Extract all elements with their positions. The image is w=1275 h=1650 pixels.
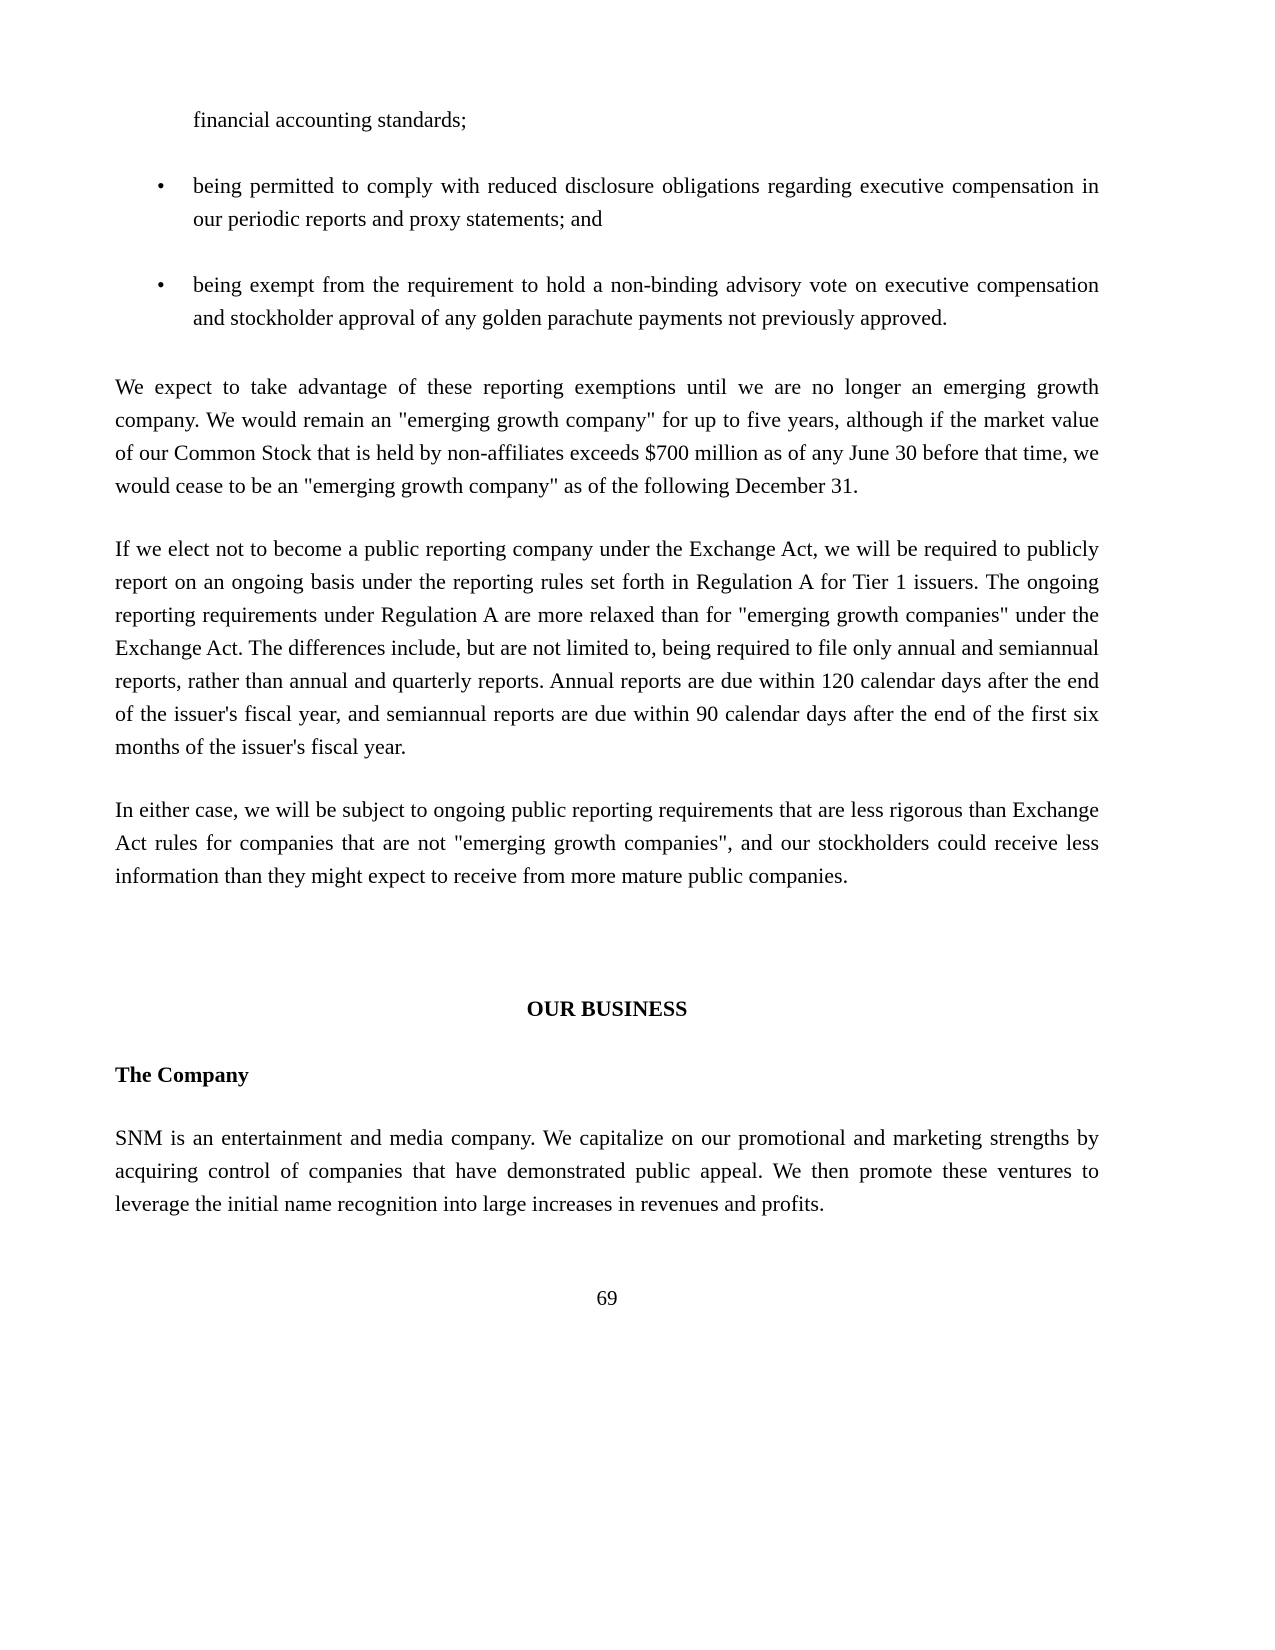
section-heading-our-business: OUR BUSINESS (526, 996, 688, 1021)
list-item (157, 268, 1099, 334)
bullet-icon: • (157, 173, 165, 198)
paragraph-reporting-exemptions: We expect to take advantage of these reporting exemptions until we are no longer an emerging growth company. We would remain an "emerging growth company" for up to five years, although if the market value of our Common Stock that is held by non-affiliates exceeds $700 million as of any June 30 before that time, we would cease to be an "emerging growth company" as of the following December 31. (115, 374, 1099, 498)
bullet-list (115, 169, 1099, 334)
bullet-icon: • (157, 272, 165, 297)
bullet-item-text: being exempt from the requirement to hold a non-binding advisory vote on executive compensation and stockholder approval of any golden parachute payments not previously approved. (193, 272, 1099, 330)
subsection-heading-the-company: The Company (115, 1062, 249, 1087)
bullet-continuation-line: financial accounting standards; (193, 107, 467, 132)
paragraph-company-intro: SNM is an entertainment and media company. We capitalize on our promotional and marketing strengths by acquiring control of companies that have demonstrated public appeal. We then promote these ventures to leverage the initial name recognition into large increases in revenues and profits. (115, 1125, 1099, 1216)
list-item (157, 169, 1099, 235)
bullet-item-text: being permitted to comply with reduced disclosure obligations regarding executive compensation in our periodic reports and proxy statements; and (193, 173, 1099, 231)
paragraph-regulation-a: If we elect not to become a public reporting company under the Exchange Act, we will be required to publicly report on an ongoing basis under the reporting rules set forth in Regulation A for Tier 1 issuers. The ongoing reporting requirements under Regulation A are more relaxed than for "emerging growth companies" under the Exchange Act. The differences include, but are not limited to, being required to file only annual and semiannual reports, rather than annual and quarterly reports. Annual reports are due within 120 calendar days after the end of the issuer's fiscal year, and semiannual reports are due within 90 calendar days after the end of the first six months of the issuer's fiscal year. (115, 536, 1099, 759)
paragraph-either-case: In either case, we will be subject to ongoing public reporting requirements that are less rigorous than Exchange Act rules for companies that are not "emerging growth companies", and our stockholders could receive less information than they might expect to receive from more mature public companies. (115, 797, 1099, 888)
page-number: 69 (596, 1286, 618, 1310)
